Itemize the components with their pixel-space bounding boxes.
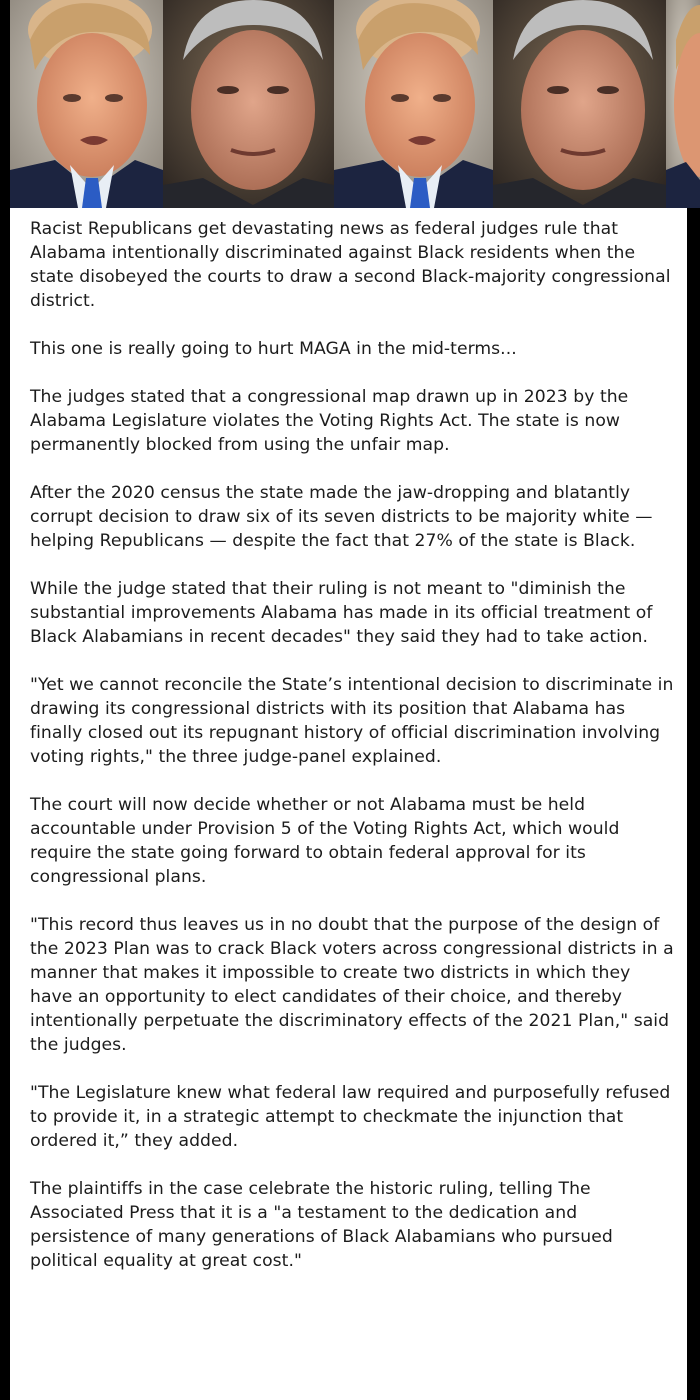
- article-paragraph: "The Legislature knew what federal law required and purposefully refused to provide it, in a strategic attempt to checkmate the injunction that ordered it,” they added.: [30, 1083, 671, 1151]
- article-paragraph: While the judge stated that their ruling is not meant to "diminish the substantial improvements Alabama has made in its official treatment of Black Alabamians in recent decades" they said they had to take action.: [30, 579, 653, 647]
- article-paragraph: This one is really going to hurt MAGA in the mid-terms...: [30, 339, 517, 359]
- article-paragraph: "Yet we cannot reconcile the State’s intentional decision to discriminate in drawing its congressional districts with its position that Alabama has finally closed out its repugnant history of official discrimination involving voting rights," the three judge-panel explained.: [30, 675, 674, 767]
- portrait-image: [493, 0, 666, 208]
- article-paragraph: Racist Republicans get devastating news as federal judges rule that Alabama intentionally discriminated against Black residents when the state disobeyed the courts to draw a second Black-majority congressional district.: [30, 219, 671, 311]
- article-paragraph: After the 2020 census the state made the jaw-dropping and blatantly corrupt decision to draw six of its seven districts to be majority white — helping Republicans — despite the fact that 27% of the state is Black.: [30, 483, 653, 551]
- article-paragraph: The court will now decide whether or not Alabama must be held accountable under Provision 5 of the Voting Rights Act, which would require the state going forward to obtain federal approval for its congressional plans.: [30, 795, 620, 887]
- portrait-image: [666, 0, 700, 208]
- header-photo-strip: [10, 0, 700, 208]
- article-paragraph: The judges stated that a congressional map drawn up in 2023 by the Alabama Legislature violates the Voting Rights Act. The state is now permanently blocked from using the unfair map.: [30, 387, 629, 455]
- article-body: [10, 208, 687, 1400]
- right-border: [687, 208, 700, 1400]
- portrait-image: [10, 0, 163, 208]
- portrait-image: [163, 0, 334, 208]
- article-paragraph: The plaintiffs in the case celebrate the historic ruling, telling The Associated Press that it is a "a testament to the dedication and persistence of many generations of Black Alabamians who pursued political equality at great cost.": [30, 1179, 613, 1271]
- portrait-image: [334, 0, 493, 208]
- article-paragraph: "This record thus leaves us in no doubt that the purpose of the design of the 2023 Plan was to crack Black voters across congressional districts in a manner that makes it impossible to create two districts in which they have an opportunity to elect candidates of their choice, and thereby intentionally perpetuate the discriminatory effects of the 2021 Plan," said the judges.: [30, 915, 674, 1055]
